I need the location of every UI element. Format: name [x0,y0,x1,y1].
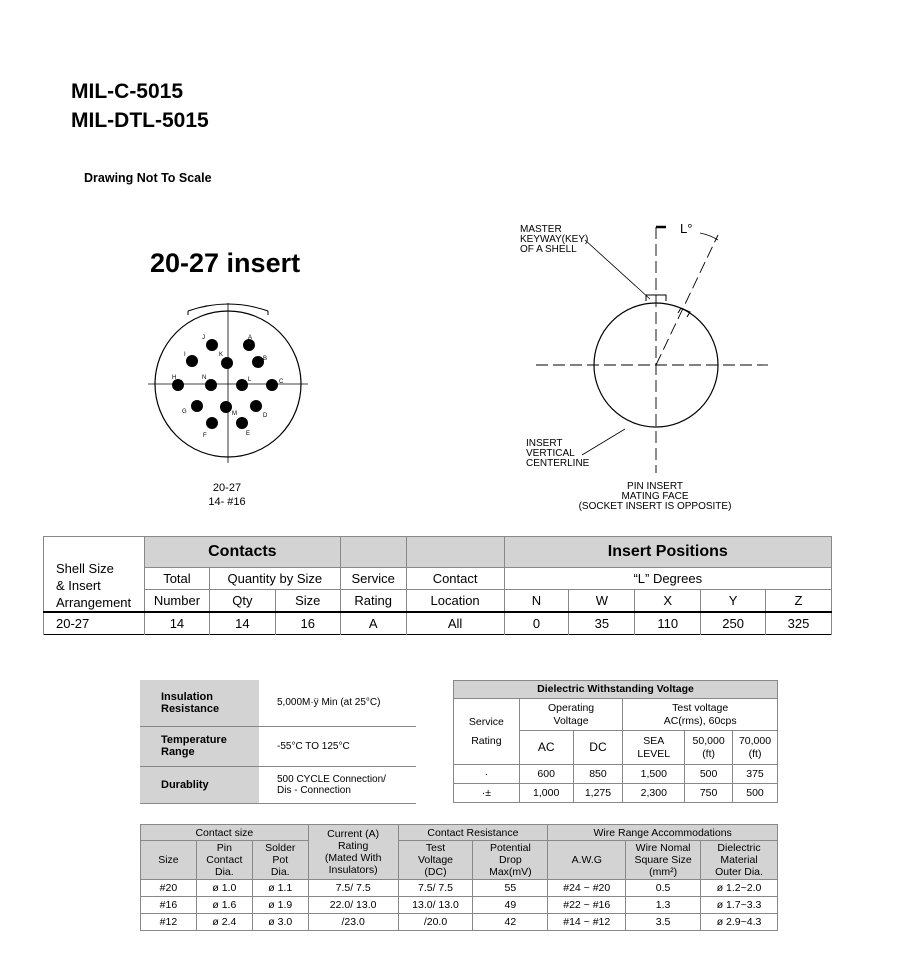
svg-text:L: L [248,377,252,383]
table-row: #12 ø 2.4 ø 3.0 /23.0 /20.0 42 #14 ~ #12 3.5 ø 2.9~4.3 [141,914,778,931]
spec-title-line1: MIL-C-5015 [71,80,184,103]
insert-arrangement-table: Shell Size & Insert Arrangement Contacts Insert Positions Total Quantity by Size Service Contact “L” Degrees Number Qty Size Rating Location N W X Y Z 20-27 14 14 16 A All 0 35 110 250 325 [43,536,832,635]
svg-text:J: J [202,335,205,341]
svg-text:M: M [232,411,237,417]
mating-face-label: PIN INSERT MATING FACE (SOCKET INSERT IS OPPOSITE) [578,481,732,512]
pin-j [206,339,218,351]
pin-g [191,400,203,412]
pin-l [236,379,248,391]
table-row: · 600 850 1,500 500 375 [454,765,778,784]
insert-caption: 20-27 14- #16 [208,482,246,508]
pin-e [236,417,248,429]
svg-text:D: D [263,413,268,419]
spec-title-line2: MIL-DTL-5015 [71,109,209,132]
angle-label: L° [680,221,693,236]
svg-text:K: K [219,352,224,358]
pin-i [186,355,198,367]
pin-n [205,379,217,391]
svg-text:B: B [263,356,268,362]
svg-text:F: F [203,433,207,439]
spec-table [140,680,416,804]
pin-f [206,417,218,429]
shell-size-header: Shell Size & Insert Arrangement [44,537,145,613]
svg-text:E: E [246,431,251,437]
insert-vertical-label: INSERT VERTICAL CENTERLINE [526,438,590,469]
svg-text:C: C [279,379,284,385]
scale-note: Drawing Not To Scale [84,171,212,185]
svg-text:N: N [202,375,207,381]
table-row: #20 ø 1.0 ø 1.1 7.5/ 7.5 7.5/ 7.5 55 #24 ~ #20 0.5 ø 1.2~2.0 [141,880,778,897]
insert-face-drawing [140,295,340,470]
pin-m [220,401,232,413]
contact-size-table: Contact size Current (A) Rating (Mated With Insulators) Contact Resistance Wire Range Accommodations Size Pin Contact Dia. Solder Pot Dia. Test Voltage (DC) Potential Drop Max(mV) A.W.G Wire Nomal Square Size (mm²) Dielectric Material Outer Dia. #20 ø 1.0 ø 1.1 7.5/ 7.5 7.5/ 7.5 55 #24 ~ #20 0.5 ø 1.2~2.0 #16 ø 1.6 ø 1.9 22.0/ 13.0 13.0/ 13.0 49 #22 ~ #16 1.3 ø 1.7~3.3 #12 ø 2.4 ø 3.0 /23.0 /20.0 42 #14 ~ #12 3.5 ø 2.9~4.3 [140,824,778,931]
svg-text:I: I [184,352,186,358]
pin-c [266,379,278,391]
pin-k [221,357,233,369]
table-row: #16 ø 1.6 ø 1.9 22.0/ 13.0 13.0/ 13.0 49 #22 ~ #16 1.3 ø 1.7~3.3 [141,897,778,914]
insert-title: 20-27 insert [150,248,301,278]
table-row: Durablity 500 CYCLE Connection/ Dis - Connection [140,766,416,803]
table-row: 20-27 14 14 16 A All 0 35 110 250 325 [44,612,832,635]
svg-text:A: A [248,335,253,341]
svg-text:G: G [182,409,187,415]
table-row: Insulation Resistance 5,000M·ÿ Min (at 25°C) [140,680,416,726]
master-keyway-label: MASTER KEYWAY(KEY) OF A SHELL [520,224,589,255]
table-row: Temperature Range -55°C TO 125°C [140,726,416,766]
pin-d [250,400,262,412]
table-row: ·± 1,000 1,275 2,300 750 500 [454,784,778,803]
insert-positions-header: Insert Positions [504,537,831,568]
dielectric-table: Dielectric Withstanding Voltage Service Rating Operating Voltage Test voltage AC(rms), 60cps AC DC SEA LEVEL 50,000 (ft) 70,000 (ft) · 600 850 1,500 500 375 ·± 1,000 1,275 2,300 750 500 [453,680,778,803]
contacts-header: Contacts [144,537,340,568]
svg-text:H: H [172,375,177,381]
